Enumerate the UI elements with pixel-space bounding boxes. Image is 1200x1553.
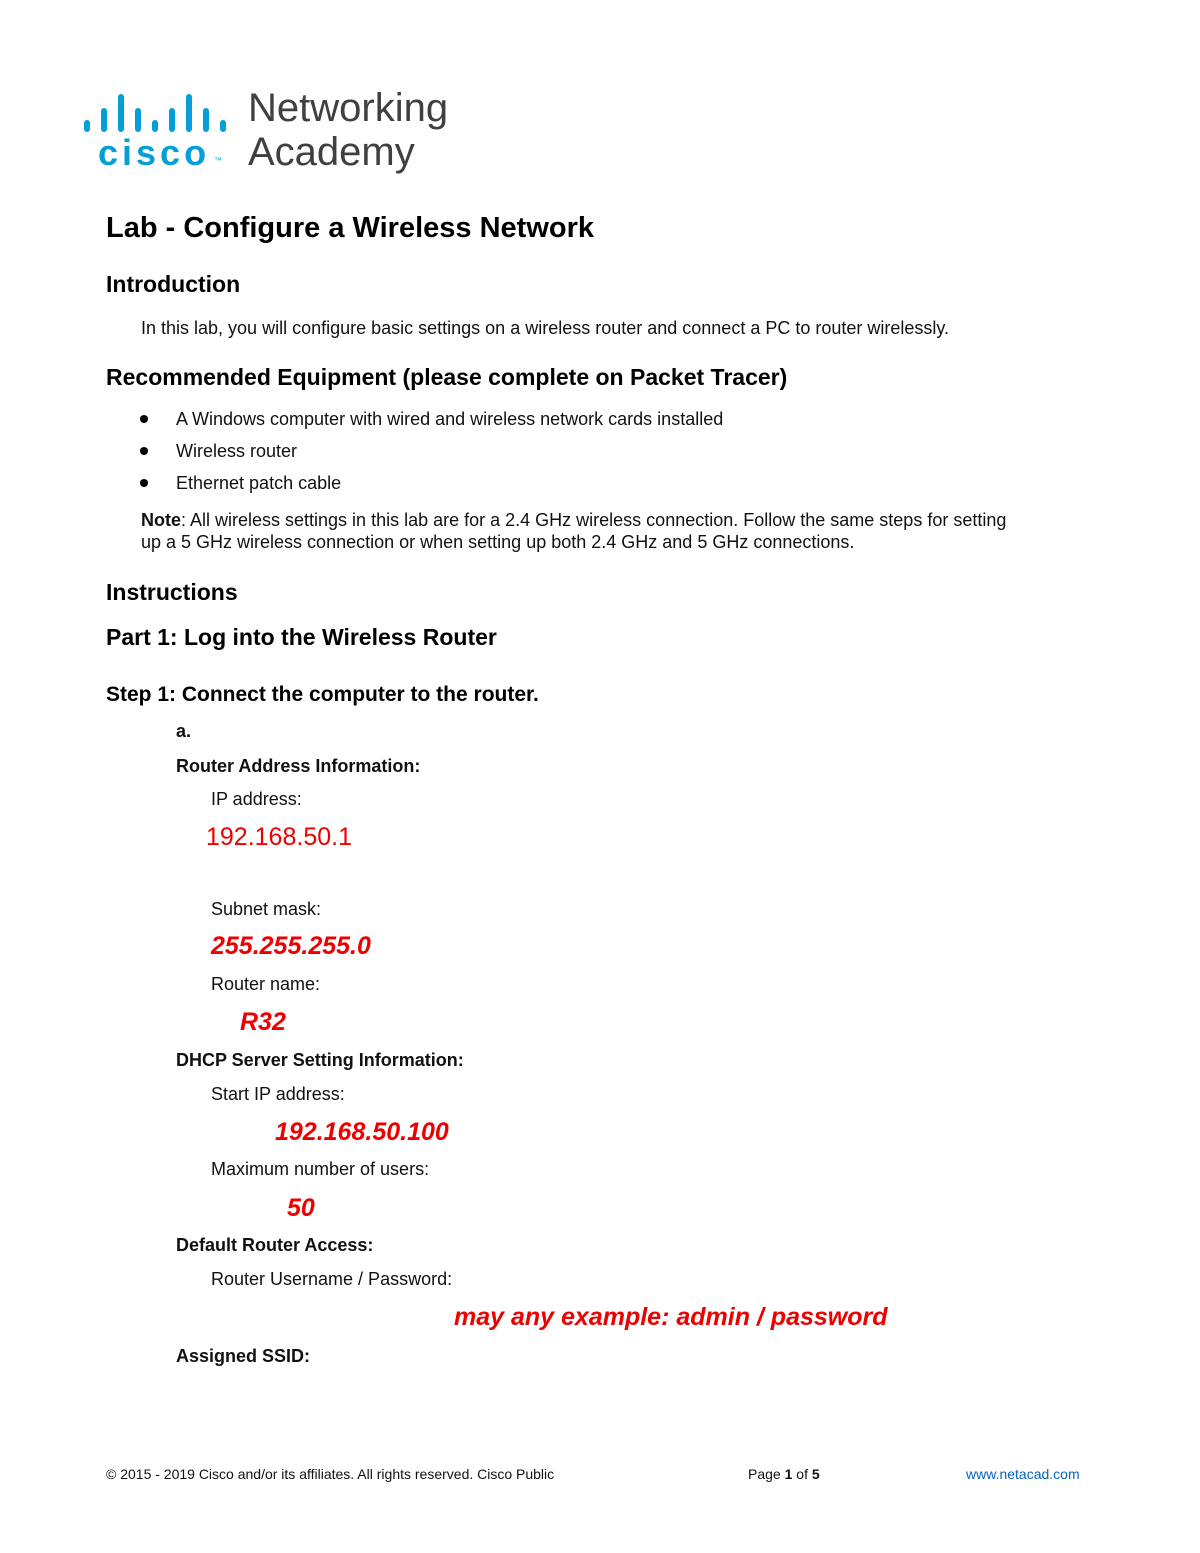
- dhcp-heading: DHCP Server Setting Information:: [176, 1050, 464, 1070]
- ip-address-value: 192.168.50.1: [206, 823, 352, 851]
- bullet-icon: [140, 479, 148, 487]
- default-access-heading: Default Router Access:: [176, 1235, 374, 1255]
- subnet-mask-label: Subnet mask:: [211, 899, 322, 919]
- subnet-mask-value: 255.255.255.0: [211, 932, 371, 960]
- bullet-icon: [140, 447, 148, 455]
- note-label: Note: [141, 510, 181, 530]
- equipment-item: Wireless router: [176, 441, 298, 461]
- note-text-1: : All wireless settings in this lab are for a 2.4 GHz wireless connection. Follow the same steps for setting: [181, 510, 1007, 530]
- footer-copyright: © 2015 - 2019 Cisco and/or its affiliates. All rights reserved. Cisco Public: [106, 1466, 555, 1482]
- credentials-label: Router Username / Password:: [211, 1269, 453, 1289]
- item-a-label: a.: [176, 721, 192, 741]
- part1-heading: Part 1: Log into the Wireless Router: [106, 624, 497, 650]
- bullet-icon: [140, 415, 148, 423]
- cisco-networking-academy-logo: [84, 86, 504, 186]
- start-ip-label: Start IP address:: [211, 1084, 345, 1104]
- credentials-value: may any example: admin / password: [454, 1303, 888, 1331]
- footer-netacad-link[interactable]: www.netacad.com: [966, 1466, 1080, 1482]
- equipment-item: Ethernet patch cable: [176, 473, 342, 493]
- page-total: 5: [811, 1466, 820, 1482]
- ip-address-label: IP address:: [211, 789, 302, 809]
- cisco-bars-icon: [84, 92, 234, 132]
- footer-page-number: [748, 1466, 820, 1482]
- router-name-label: Router name:: [211, 974, 321, 994]
- logo-line-academy: Academy: [248, 130, 415, 174]
- instructions-heading: Instructions: [106, 579, 238, 605]
- max-users-label: Maximum number of users:: [211, 1159, 430, 1179]
- page-title: Lab - Configure a Wireless Network: [106, 212, 595, 244]
- logo-line-networking: Networking: [248, 86, 449, 130]
- equipment-item: A Windows computer with wired and wireless network cards installed: [176, 409, 724, 429]
- start-ip-value: 192.168.50.100: [275, 1118, 449, 1146]
- note-line-2: up a 5 GHz wireless connection or when setting up both 2.4 GHz and 5 GHz connections.: [141, 532, 855, 552]
- ssid-heading: Assigned SSID:: [176, 1346, 311, 1366]
- introduction-text: In this lab, you will configure basic settings on a wireless router and connect a PC to router wirelessly.: [141, 318, 950, 338]
- step1-heading: Step 1: Connect the computer to the router.: [106, 683, 539, 706]
- equipment-heading: Recommended Equipment (please complete on Packet Tracer): [106, 364, 788, 390]
- page-prefix: Page: [748, 1466, 785, 1482]
- router-info-heading: Router Address Information:: [176, 756, 421, 776]
- logo-text: [248, 86, 448, 174]
- router-name-value: R32: [240, 1008, 286, 1036]
- cisco-wordmark: cisco: [98, 132, 211, 173]
- page-current: 1: [784, 1466, 793, 1482]
- trademark-symbol: ™: [214, 156, 222, 165]
- page-of: of: [792, 1466, 812, 1482]
- note-line-1: [141, 510, 1006, 531]
- max-users-value: 50: [287, 1194, 315, 1222]
- introduction-heading: Introduction: [106, 271, 241, 297]
